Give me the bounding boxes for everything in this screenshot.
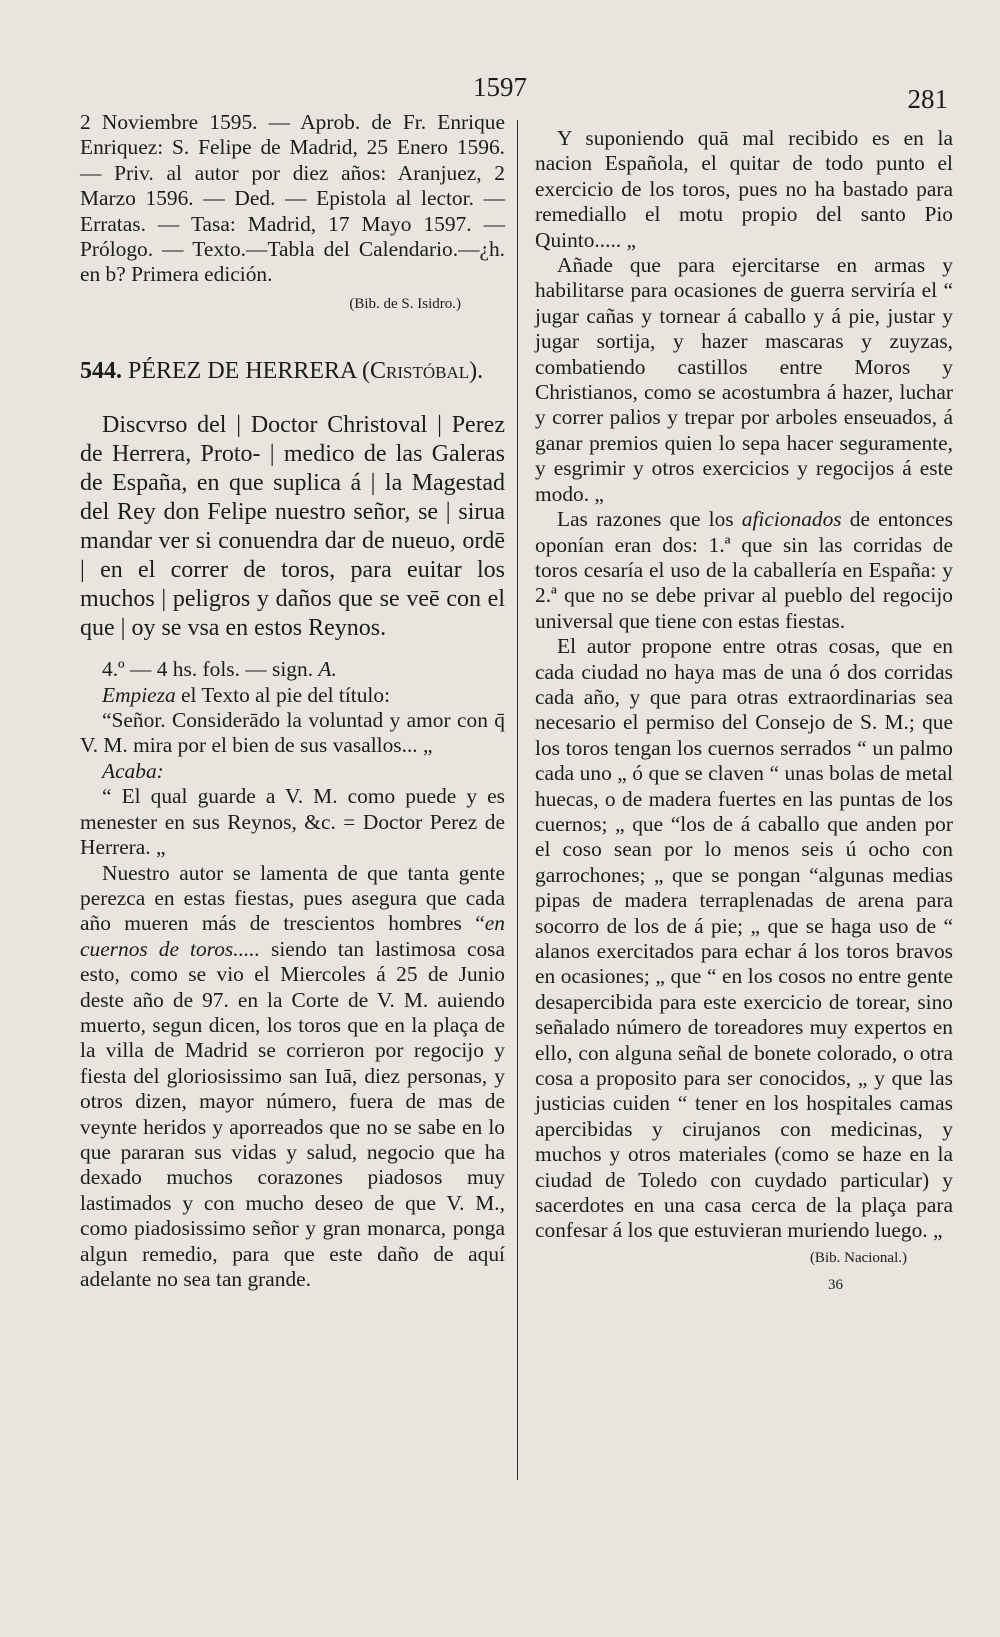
begins-line [80, 683, 505, 708]
column-divider [517, 120, 518, 1480]
commentary [80, 861, 505, 1293]
physical-description [80, 657, 505, 682]
paragraph-4: El autor propone entre otras cosas, que en cada ciudad no haya mas de una ó dos corridas cada año, y que para otras extraordinarias sea necesario el permiso del Consejo de S. M.; que los toros tengan los cuernos serrados “ un palmo cada uno „ ó que se claven “ unas bolas de metal huecas, o de madera fuertes en las puntas de los cuernos; „ que “los de á caballo que anden por el coso sean por lo menos seis ú ocho con garrochones; „ que se pongan “algunas medias pipas de madera terraplenadas de arena para socorro de los de á pie; „ que se haga uso de “ alanos exercitados para echar á los toros bravos en ocasiones; „ que “ en los cosos no entre gente desapercibida para este exercicio de torear, sino señalado número de toreadores muy expertos en ello, con alguna señal de bonete colorado, o otra cosa a proposito para ser conocidos, „ y que las justicias cuiden “ tener en los hospitales camas apercibidas y cirujanos con medicinas, y muchos y otros materiales (como se haze en la ciudad de Toledo con cuydado particular) y sacerdotes en una casa cerca de la plaça para confesar á los que estuvieran muriendo luego. „ [535, 634, 953, 1243]
signature-letter: A. [318, 657, 337, 682]
signature-mark: 36 [828, 1277, 843, 1294]
entry-number: 544. [80, 358, 122, 385]
ends-quote: “ El qual guarde a V. M. como puede y es menester en sus Reynos, &c. = Doctor Perez de Herrera. „ [80, 784, 505, 860]
paragraph-1: Y suponiendo quā mal recibido es en la nacion Española, el quitar de todo punto el exercicio de los toros, pues no ha bastado para remediallo el motu propio del santo Pio Quinto..... „ [535, 126, 953, 252]
paragraph-2: Añade que para ejercitarse en armas y habilitarse para ocasiones de guerra serviría el “ jugar cañas y tornear á caballo y á pie, justar y jugar sortija, y hazer mascaras y zuyzas, combatiendo castillos entre Moros y Christianos, como se acostumbra á hazer, luchar y correr palios y trepar por arboles enseuados, á ganar premios quien lo sepa hacer seguramente, y esgrimir y otros exercicios y regocijos á este modo. „ [535, 253, 953, 506]
book-title: Discvrso del | Doctor Christoval | Perez de Herrera, Proto- | medico de las Galeras de España, en que suplica á | la Magestad del Rey don Felipe nuestro señor, se | sirua mandar ver si conuendra dar de nueuo, ordē | en el correr de toros, para euitar los muchos | peligros y daños que se veē con el que | oy se vsa en estos Reynos. [80, 412, 505, 642]
library-reference: (Bib. de S. Isidro.) [349, 295, 461, 312]
entry-heading [80, 357, 505, 385]
page-number: 281 [907, 84, 948, 114]
commentary-part-1: Nuestro autor se lamenta de que tanta gente perezca en estas fiestas, pues asegura que cada año mueren más de trescientos hombres “ [80, 860, 505, 936]
right-column [535, 126, 953, 1299]
ends-label: Acaba: [102, 758, 164, 783]
ends-line [80, 759, 505, 784]
format-text: 4.º — 4 hs. fols. — sign. [102, 657, 319, 682]
running-head-year: 1597 [473, 72, 527, 102]
paragraph-3-part-1: Las razones que los [557, 507, 742, 532]
paragraph-3 [535, 507, 953, 634]
begins-quote: “Señor. Considerādo la voluntad y amor con q̄ V. M. mira por el bien de sus vasallos... „ [80, 708, 505, 758]
paragraph-3-part-2: de entonces oponían eran dos: 1.ª que sin las corridas de toros cesaría el uso de la caballería en España: y 2.ª que no se debe privar al pueblo del regocijo universal que tiene con estas fiestas. [535, 507, 953, 633]
continued-record: 2 Noviembre 1595. — Aprob. de Fr. Enrique Enriquez: S. Felipe de Madrid, 25 Enero 1596. — Priv. al autor por diez años: Aranjuez, 2 Marzo 1596. — Ded. — Epistola al lector. — Erratas. — Tasa: Madrid, 17 Mayo 1597. — Prólogo. — Texto.—Tabla del Calendario.—¿h. en b? Primera edición. [80, 110, 505, 287]
left-column [80, 110, 505, 1292]
commentary-italic: en cuernos de toros..... [80, 911, 505, 961]
library-reference-right: (Bib. Nacional.) [809, 1249, 907, 1266]
entry-author: PÉREZ DE HERRERA (Cristóbal). [128, 358, 484, 385]
paragraph-3-italic: aficionados [741, 507, 842, 532]
commentary-part-2: siendo tan lastimosa cosa esto, como se vio el Miercoles á 25 de Junio deste año de 97. en la Corte de V. M. auiendo muerto, segun dicen, los toros que en la plaça de la villa de Madrid se corrieron por regocijo y fiesta del gloriosissimo san Iuā, diez personas, y otros dizen, mayor número, fuera de mas de veynte heridos y aporreados que no se sabe en lo que pararan sus vidas y salud, negocio que ha dexado muchos corazones piadosos muy lastimados y con mucho deseo de que V. M., como piadosissimo señor y gran monarca, ponga algun remedio, para que este daño de aquí adelante no sea tan grande. [80, 936, 505, 1291]
begins-label: Empieza [102, 682, 176, 707]
begins-rest: el Texto al pie del título: [175, 682, 391, 707]
